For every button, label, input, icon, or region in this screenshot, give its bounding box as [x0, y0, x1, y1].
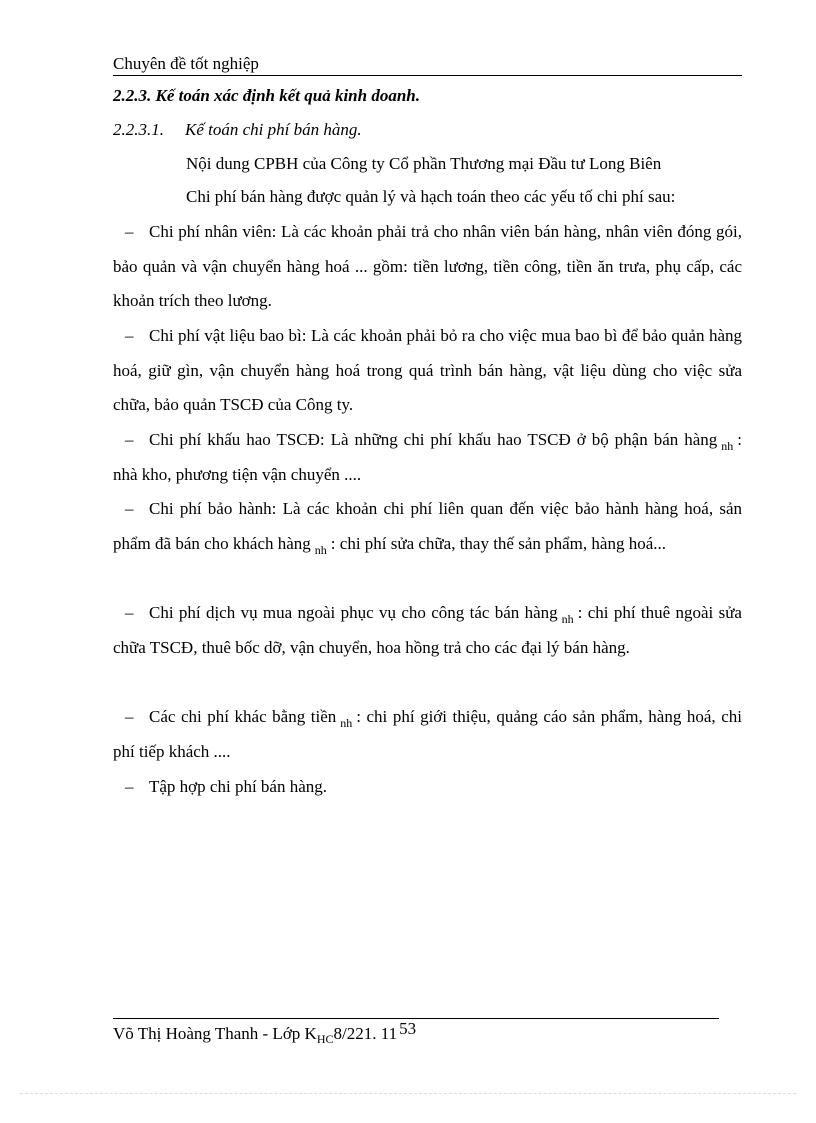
page-header: Chuyên đề tốt nghiệp	[113, 54, 259, 73]
list-item	[113, 770, 742, 805]
list-item	[113, 700, 742, 769]
nh-abbrev: nh	[561, 612, 574, 626]
item-text: Chi phí vật liệu bao bì: Là các khoản phải bỏ ra cho việc mua bao bì để bảo quản hàng hoá, giữ gìn, vận chuyển hàng hoá trong quá trình bán hàng, vật liệu dùng cho việc sửa chữa, bảo quản TSCĐ của Công ty.	[113, 326, 742, 414]
nh-abbrev: nh	[721, 439, 734, 453]
item-text: Các chi phí khác bằng tiền	[149, 707, 337, 726]
item-text-cont: : chi phí giới thiệu, quảng cáo sản phẩm, hàng hoá, chi phí tiếp khách ....	[113, 707, 742, 761]
intro-line-2: Chi phí bán hàng được quản lý và hạch toán theo các yếu tố chi phí sau:	[186, 187, 676, 206]
footer-class-sub: HC	[316, 1032, 334, 1046]
footer-rule	[113, 1018, 719, 1019]
subsection-number: 2.2.3.1.	[113, 120, 164, 139]
bullet-dash: –	[125, 777, 134, 796]
page-footer	[113, 1019, 417, 1046]
list-item	[113, 492, 742, 561]
item-text: Tập hợp chi phí bán hàng.	[149, 777, 328, 796]
subsection-heading	[113, 120, 362, 140]
item-text-cont: : chi phí sửa chữa, thay thế sản phẩm, hàng hoá...	[330, 533, 666, 553]
intro-line-1: Nội dung CPBH của Công ty Cổ phần Thương mại Đầu tư Long Biên	[186, 154, 662, 173]
item-text: Chi phí khấu hao TSCĐ: Là những chi phí khấu hao TSCĐ ở bộ phận bán hàng	[149, 430, 718, 449]
bullet-dash: –	[125, 430, 134, 449]
page-edge	[20, 1093, 796, 1094]
footer-class: 8/221. 11	[333, 1024, 398, 1043]
footer-author: Võ Thị Hoàng Thanh - Lớp K	[113, 1024, 317, 1043]
list-item	[113, 215, 742, 319]
list-item	[113, 319, 742, 423]
item-text: Chi phí dịch vụ mua ngoài phục vụ cho công tác bán hàng	[149, 603, 558, 622]
header-rule	[113, 75, 742, 76]
bullet-dash: –	[125, 326, 134, 345]
item-text-cont: : nhà kho, phương tiện vận chuyển ....	[113, 430, 742, 484]
nh-abbrev: nh	[314, 542, 327, 557]
list-item	[113, 596, 742, 665]
bullet-dash: –	[125, 499, 134, 518]
subsection-title: Kế toán chi phí bán hàng.	[185, 120, 362, 139]
item-text: Chi phí bảo hành: Là các khoản chi phí liên quan đến việc bảo hành hàng hoá, sản phẩm đã bán cho khách hàng	[113, 499, 742, 553]
bullet-dash: –	[125, 222, 134, 241]
nh-abbrev: nh	[340, 716, 353, 730]
section-heading: 2.2.3. Kế toán xác định kết quả kinh doanh.	[113, 86, 421, 105]
item-text: Chi phí nhân viên: Là các khoản phải trả cho nhân viên bán hàng, nhân viên đóng gói, bảo quản và vận chuyển hàng hoá ... gồm: tiền lương, tiền công, tiền ăn trưa, phụ cấp, các khoản trích theo lương.	[113, 222, 742, 310]
bullet-dash: –	[125, 707, 134, 726]
list-item	[113, 423, 742, 492]
bullet-dash: –	[125, 603, 134, 622]
page-number: 53	[399, 1019, 417, 1038]
item-text-cont: : chi phí thuê ngoài sửa chữa TSCĐ, thuê bốc dỡ, vận chuyển, hoa hồng trả cho các đại lý bán hàng.	[113, 603, 742, 657]
